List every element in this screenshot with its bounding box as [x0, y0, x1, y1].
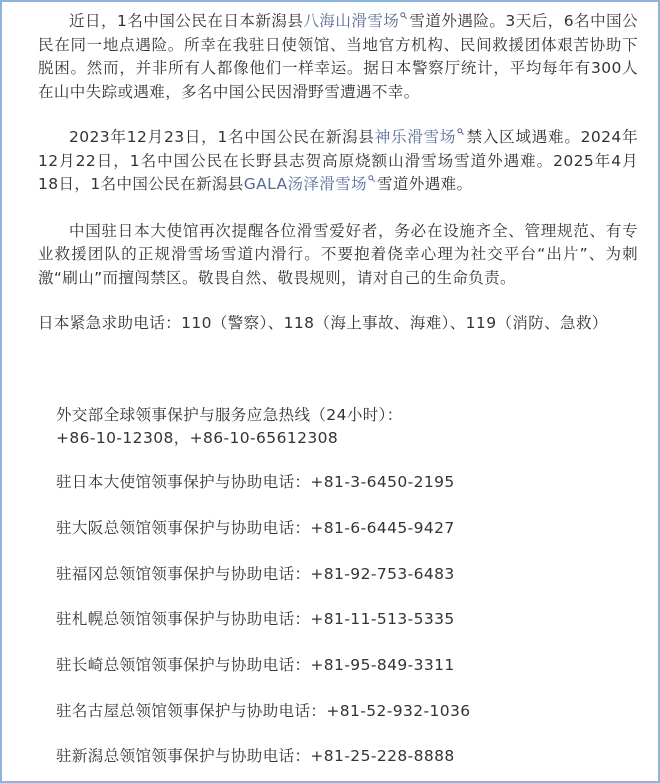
- article-body: [38, 8, 638, 336]
- contact-phone[interactable]: +81-25-228-8888: [310, 747, 455, 765]
- paragraph-text: 2023年12月23日，1名中国公民在新潟县: [69, 128, 375, 146]
- contact-list: [56, 404, 471, 765]
- contact-phone[interactable]: +81-52-932-1036: [326, 702, 471, 720]
- paragraph-emergency-numbers: 日本紧急求助电话：110（警察）、118（海上事故、海难）、119（消防、急救）: [38, 314, 608, 332]
- contact-label: 驻福冈总领馆领事保护与协助电话：: [56, 565, 311, 583]
- hotline-numbers[interactable]: +86-10-12308，+86-10-65612308: [56, 429, 339, 447]
- paragraph-text: 雪道外遇险。3天后，6名中国公民在同一地点遇险。所幸在我驻日使领馆、当地官方机构、民间救援团体艰苦协助下脱困。然而，并非所有人都像他们一样幸运。据日本警察厅统计，平均每年有300人在山中失踪或遇难，多名中国公民因滑野雪遭遇不幸。: [38, 12, 638, 101]
- paragraph-past-cases: [38, 126, 638, 197]
- contact-embassy-tokyo: [56, 471, 455, 493]
- contact-consulate-fukuoka: [56, 563, 455, 585]
- contact-label: 驻札幌总领馆领事保护与协助电话：: [56, 610, 311, 628]
- paragraph-text: 雪道外遇难。: [377, 175, 473, 193]
- contact-consulate-nagasaki: [56, 654, 455, 676]
- contact-consulate-sapporo: [56, 608, 455, 630]
- contact-label: 驻长崎总领馆领事保护与协助电话：: [56, 656, 311, 674]
- search-icon[interactable]: [368, 175, 375, 182]
- contact-phone[interactable]: +81-6-6445-9427: [310, 519, 455, 537]
- link-kagura-ski-resort[interactable]: 神乐滑雪场: [374, 128, 457, 146]
- paragraph-reminder: 中国驻日本大使馆再次提醒各位滑雪爱好者，务必在设施齐全、管理规范、有专业救援团队的正规滑雪场雪道内滑行。不要抱着侥幸心理为社交平台“出片”、为刺激“刷山”而擅闯禁区。敬畏自然、敬畏规则，请对自己的生命负责。: [38, 221, 638, 287]
- paragraph-text: 禁入区域遇难。2024年12月22日，1名中国公民在长野县志贺高原烧额山滑雪场雪道外遇难。2025年4月18日，1名中国公民在新潟县: [38, 128, 638, 193]
- contact-label: 驻新潟总领馆领事保护与协助电话：: [56, 747, 311, 765]
- contact-phone[interactable]: +81-95-849-3311: [310, 656, 455, 674]
- contact-phone[interactable]: +81-92-753-6483: [310, 565, 455, 583]
- hotline-label: 外交部全球领事保护与服务应急热线（24小时）：: [56, 406, 403, 424]
- contact-label: 驻日本大使馆领事保护与协助电话：: [56, 473, 311, 491]
- contact-phone[interactable]: +81-11-513-5335: [310, 610, 455, 628]
- contact-label: 驻大阪总领馆领事保护与协助电话：: [56, 519, 311, 537]
- paragraph-incident: [38, 10, 638, 104]
- search-icon[interactable]: [457, 128, 464, 135]
- contact-label: 驻名古屋总领馆领事保护与协助电话：: [56, 702, 327, 720]
- paragraph-text: 近日，1名中国公民在日本新潟县: [69, 12, 304, 30]
- hotline-block: [56, 404, 403, 450]
- search-icon[interactable]: [400, 12, 407, 19]
- contact-phone[interactable]: +81-3-6450-2195: [310, 473, 455, 491]
- contact-consulate-osaka: [56, 517, 455, 539]
- link-hakkaisan-ski-resort[interactable]: 八海山滑雪场: [303, 12, 400, 30]
- link-gala-yuzawa-ski-resort[interactable]: GALA汤泽滑雪场: [243, 175, 367, 193]
- contact-consulate-nagoya: [56, 700, 471, 722]
- contact-consulate-niigata: [56, 745, 455, 767]
